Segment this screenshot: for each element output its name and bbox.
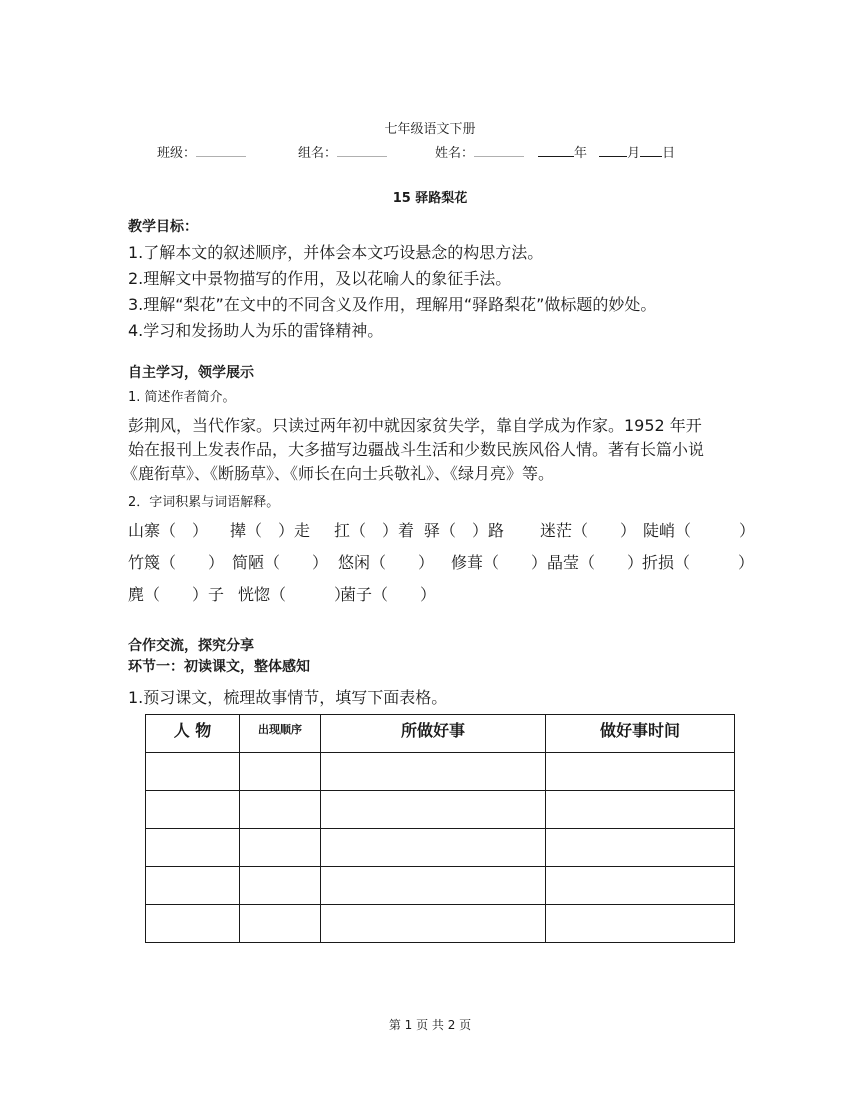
- vocab-item: 简陋（ ）: [232, 553, 329, 572]
- table-cell[interactable]: [321, 829, 546, 867]
- task-instruction: 1.预习课文，梳理故事情节，填写下面表格。: [128, 688, 448, 707]
- table-cell[interactable]: [546, 867, 735, 905]
- table-cell[interactable]: [146, 867, 240, 905]
- vocab-item: 山寨（ ）: [128, 521, 209, 540]
- day-blank[interactable]: [640, 142, 662, 157]
- cooperation-heading: 合作交流，探究分享: [128, 638, 254, 654]
- vocab-item: 晶莹（ ）: [547, 553, 644, 572]
- goal-item: 2.理解文中景物描写的作用，及以花喻人的象征手法。: [128, 269, 512, 288]
- name-field: [435, 142, 524, 161]
- vocab-item: 修葺（ ）: [451, 553, 548, 572]
- header-good-deed: 所做好事: [321, 715, 546, 753]
- table-row: [146, 829, 735, 867]
- month-label: 月: [627, 146, 641, 161]
- author-line: 彭荆风，当代作家。只读过两年初中就因家贫失学，靠自学成为作家。1952 年开: [128, 416, 702, 435]
- vocab-item: 折损（ ）: [642, 553, 755, 572]
- name-label: 姓名：: [435, 146, 475, 161]
- vocab-item: 扛（ ）着: [334, 521, 415, 540]
- header-order: 出现顺序: [240, 715, 321, 753]
- table-cell[interactable]: [321, 867, 546, 905]
- question-author: 1. 简述作者简介。: [128, 390, 236, 405]
- vocab-item: 竹篾（ ）: [128, 553, 225, 572]
- day-label: 日: [662, 146, 676, 161]
- table-cell[interactable]: [240, 791, 321, 829]
- table-cell[interactable]: [546, 829, 735, 867]
- vocab-item: 恍惚（ ）: [238, 585, 351, 604]
- table-row: [146, 753, 735, 791]
- table-cell[interactable]: [240, 829, 321, 867]
- page-number: 第 1 页 共 2 页: [388, 1018, 472, 1032]
- table-row: [146, 905, 735, 943]
- date-field: [538, 142, 675, 161]
- class-field: [157, 142, 246, 161]
- table-cell[interactable]: [546, 905, 735, 943]
- table-row: [146, 791, 735, 829]
- goals-heading: 教学目标：: [128, 219, 198, 235]
- course-title: 七年级语文下册: [384, 122, 476, 137]
- vocab-item: 悠闲（ ）: [338, 553, 435, 572]
- vocab-item: 菌子（ ）: [340, 585, 437, 604]
- vocab-item: 撵（ ）走: [230, 521, 311, 540]
- class-blank[interactable]: [196, 144, 246, 157]
- vocab-item: 迷茫（ ）: [540, 521, 637, 540]
- table-cell[interactable]: [240, 753, 321, 791]
- goal-item: 4.学习和发扬助人为乐的雷锋精神。: [128, 321, 384, 340]
- header-deed-time: 做好事时间: [546, 715, 735, 753]
- section-heading: 环节一：初读课文，整体感知: [128, 659, 310, 675]
- question-vocab: 2．字词积累与词语解释。: [128, 495, 280, 510]
- vocab-item: 驿（ ）路: [424, 521, 505, 540]
- table-cell[interactable]: [240, 867, 321, 905]
- self-study-heading: 自主学习，领学展示: [128, 365, 254, 381]
- author-line: 《鹿衔草》、《断肠草》、《师长在向士兵敬礼》、《绿月亮》等。: [122, 464, 555, 483]
- month-blank[interactable]: [599, 142, 627, 157]
- table-row: [146, 867, 735, 905]
- year-label: 年: [574, 146, 588, 161]
- year-blank[interactable]: [538, 142, 574, 157]
- table-cell[interactable]: [146, 829, 240, 867]
- goal-item: 3.理解“梨花”在文中的不同含义及作用，理解用“驿路梨花”做标题的妙处。: [128, 295, 657, 314]
- table-cell[interactable]: [240, 905, 321, 943]
- class-label: 班级：: [157, 146, 197, 161]
- group-label: 组名：: [298, 146, 338, 161]
- table-cell[interactable]: [146, 753, 240, 791]
- goal-item: 1.了解本文的叙述顺序，并体会本文巧设悬念的构思方法。: [128, 243, 544, 262]
- table-cell[interactable]: [321, 791, 546, 829]
- story-table: [145, 714, 735, 943]
- table-cell[interactable]: [546, 753, 735, 791]
- name-blank[interactable]: [474, 144, 524, 157]
- lesson-title: 15 驿路梨花: [392, 191, 468, 206]
- group-blank[interactable]: [337, 144, 387, 157]
- header-character: 人 物: [146, 715, 240, 753]
- table-cell[interactable]: [146, 791, 240, 829]
- table-cell[interactable]: [321, 905, 546, 943]
- table-cell[interactable]: [321, 753, 546, 791]
- vocab-item: 陡峭（ ）: [643, 521, 756, 540]
- author-line: 始在报刊上发表作品，大多描写边疆战斗生活和少数民族风俗人情。著有长篇小说: [128, 440, 705, 459]
- vocab-item: 麂（ ）子: [128, 585, 225, 604]
- table-cell[interactable]: [546, 791, 735, 829]
- table-cell[interactable]: [146, 905, 240, 943]
- table-header-row: [146, 715, 735, 753]
- group-field: [298, 142, 387, 161]
